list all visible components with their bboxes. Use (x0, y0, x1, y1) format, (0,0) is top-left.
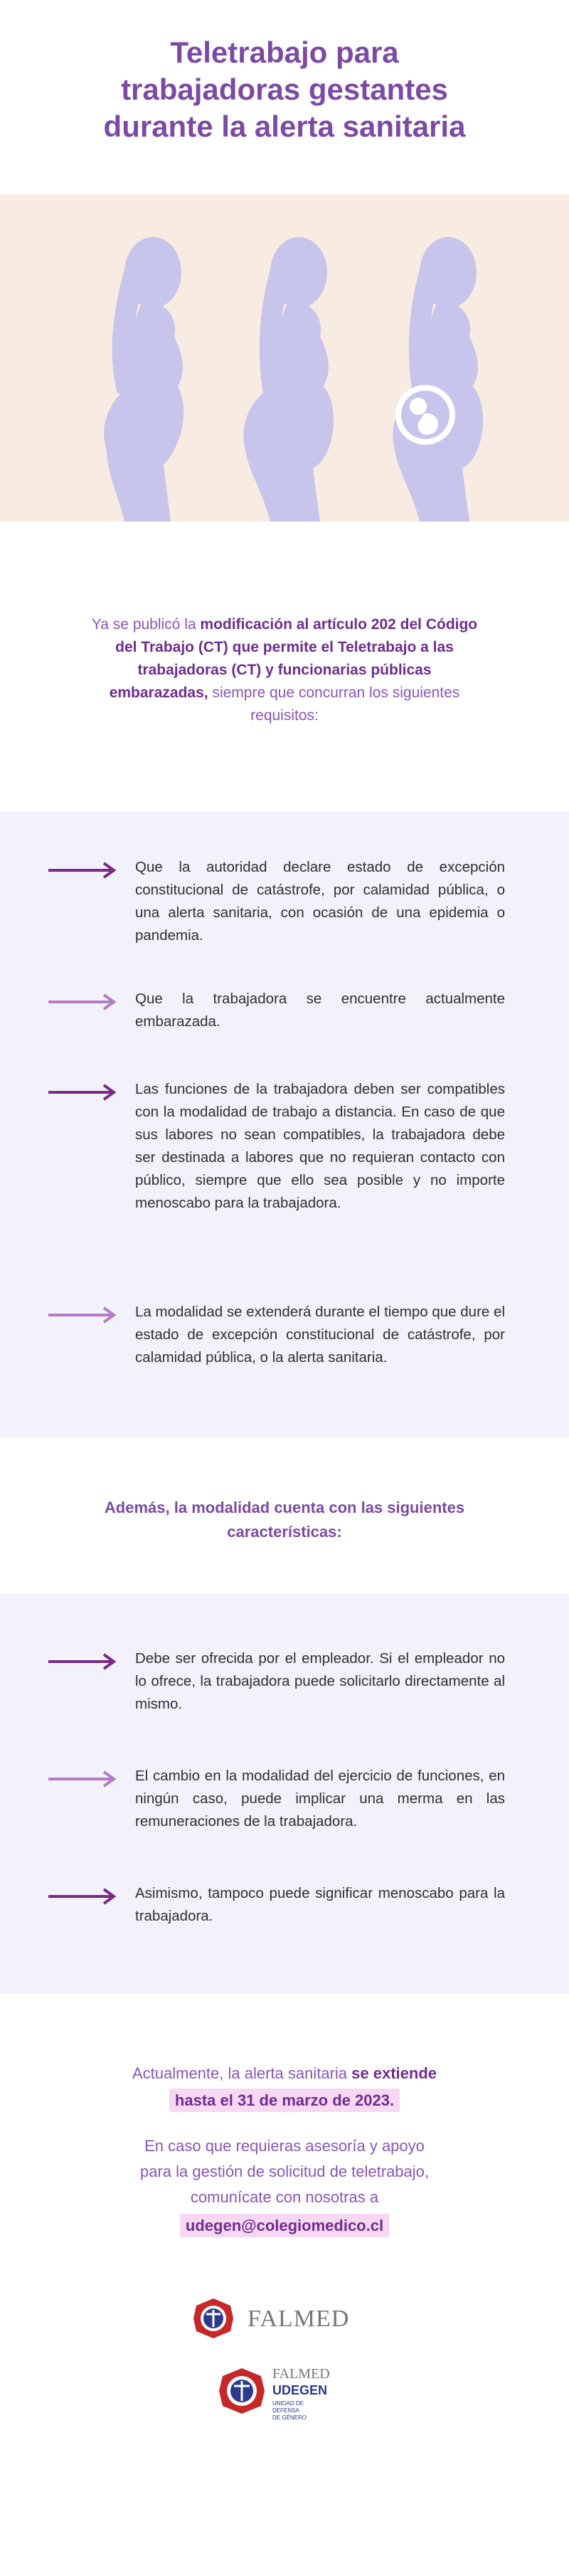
arrow-right-icon (48, 1084, 117, 1101)
page-title (0, 34, 569, 145)
footer-info (57, 2061, 512, 2239)
requirement-text: La modalidad se extenderá durante el tiempo que dure el estado de excepción constitucional de catástrofe, por calamidad pública, o la alerta sanitaria. (135, 1304, 505, 1366)
udegen-subtitle: UNIDAD DE DEFENSA DE GÉNERO (272, 2400, 307, 2421)
intro-paragraph: Ya se publicó la modificación al artículo 202 del Código del Trabajo (CT) que permite el Teletrabajo a las trabajadoras (CT) y funcionarias públicas embarazadas, siempre que concurran los siguientes requisitos: (91, 616, 478, 724)
characteristics-section (0, 1594, 569, 1994)
requirements-section (0, 811, 569, 1437)
characteristic-text: El cambio en la modalidad del ejercicio de funciones, en ningún caso, puede implicar una merma en las remuneraciones de la trabajadora. (135, 1768, 505, 1830)
pregnant-woman-silhouette-3 (393, 237, 483, 522)
arrow-right-icon (48, 1307, 117, 1324)
title-line-3: durante la alerta sanitaria (103, 110, 466, 143)
footer-line-4: para la gestión de solicitud de teletrabajo, (139, 2163, 430, 2180)
fetus-icon (395, 385, 455, 445)
pregnant-woman-silhouette-1 (104, 237, 184, 522)
udegen-emblem-icon (217, 2366, 267, 2416)
arrow-right-icon (48, 1888, 117, 1905)
email-link[interactable]: udegen@colegiomedico.cl (180, 2214, 389, 2237)
falmed-logo (192, 2297, 377, 2340)
characteristic-text: Asimismo, tampoco puede significar menoscabo para la trabajadora. (135, 1885, 505, 1924)
requirement-text: Que la trabajadora se encuentre actualmente embarazada. (135, 991, 505, 1030)
udegen-wordmark: UDEGEN (272, 2383, 328, 2397)
title-line-1: Teletrabajo para (170, 36, 399, 69)
arrow-right-icon (48, 993, 117, 1010)
characteristics-heading: Además, la modalidad cuenta con las siguientes características: (104, 1499, 465, 1541)
hero-illustration (0, 194, 569, 522)
falmed-wordmark-small: FALMED (272, 2366, 330, 2382)
arrow-right-icon (48, 1653, 117, 1670)
requirement-text: Que la autoridad declare estado de excepción constitucional de catástrofe, por calamidad pública, o una alerta sanitaria, con ocasión de una epidemia o pandemia. (135, 859, 505, 944)
title-line-2: trabajadoras gestantes (121, 73, 448, 106)
characteristic-text: Debe ser ofrecida por el empleador. Si el empleador no lo ofrece, la trabajadora puede solicitarlo directamente al mismo. (135, 1650, 505, 1712)
deadline-highlight: hasta el 31 de marzo de 2023. (169, 2089, 400, 2112)
requirement-text: Las funciones de la trabajadora deben ser compatibles con la modalidad de trabajo a distancia. En caso de que sus labores no sean compatibles, la trabajadora debe ser destinada a labores que no requieran contacto con público, siempre que ello sea posible y no importe menoscabo para la trabajadora. (135, 1081, 505, 1211)
arrow-right-icon (48, 1770, 117, 1788)
udegen-logo (217, 2366, 352, 2437)
pregnant-woman-silhouette-2 (243, 237, 334, 522)
falmed-emblem-icon (193, 2298, 233, 2338)
footer-line-1: Actualmente, la alerta sanitaria se extiende (132, 2064, 437, 2082)
falmed-wordmark: FALMED (248, 2306, 350, 2332)
arrow-right-icon (48, 862, 117, 879)
footer-line-3: En caso que requieras asesoría y apoyo (144, 2137, 425, 2155)
footer-line-5: comunícate con nosotras a (190, 2188, 379, 2206)
